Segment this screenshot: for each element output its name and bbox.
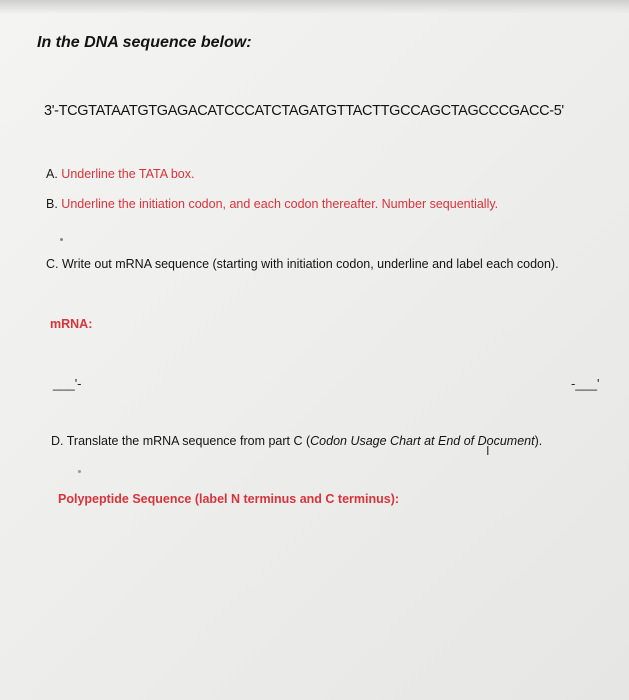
question-d-letter: D.: [51, 434, 64, 448]
question-c-text: Write out mRNA sequence (starting with initiation codon, underline and label each codon).: [61, 257, 559, 271]
question-a-text: Underline the TATA box.: [61, 167, 195, 181]
question-a-letter: A.: [46, 167, 58, 181]
mrna-label: mRNA:: [50, 317, 93, 331]
mrna-blank-start: ___'-: [53, 376, 82, 391]
question-d-text-italic: Codon Usage Chart at End of Document: [310, 434, 535, 448]
dna-sequence: 3'-TCGTATAATGTGAGACATCCCATCTAGATGTTACTTGCCAGCTAGCCCGACC-5': [44, 103, 564, 119]
question-b: [46, 197, 498, 211]
question-a: [46, 167, 194, 181]
page-heading: In the DNA sequence below:: [37, 34, 252, 51]
polypeptide-label: Polypeptide Sequence (label N terminus and C terminus):: [58, 492, 400, 506]
question-d-text-start: Translate the mRNA sequence from part C (: [66, 434, 311, 448]
speck: [60, 238, 63, 241]
question-b-letter: B.: [46, 197, 58, 211]
text-cursor-icon: I: [486, 444, 490, 458]
page-top-shadow: [0, 0, 629, 14]
question-c: [46, 257, 559, 271]
question-d: [51, 434, 542, 448]
question-b-text: Underline the initiation codon, and each codon thereafter. Number sequentially.: [61, 197, 499, 211]
mrna-blank-end: -___': [571, 376, 600, 391]
speck: [78, 470, 81, 473]
question-c-letter: C.: [46, 257, 59, 271]
question-d-text-end: ).: [534, 434, 543, 448]
